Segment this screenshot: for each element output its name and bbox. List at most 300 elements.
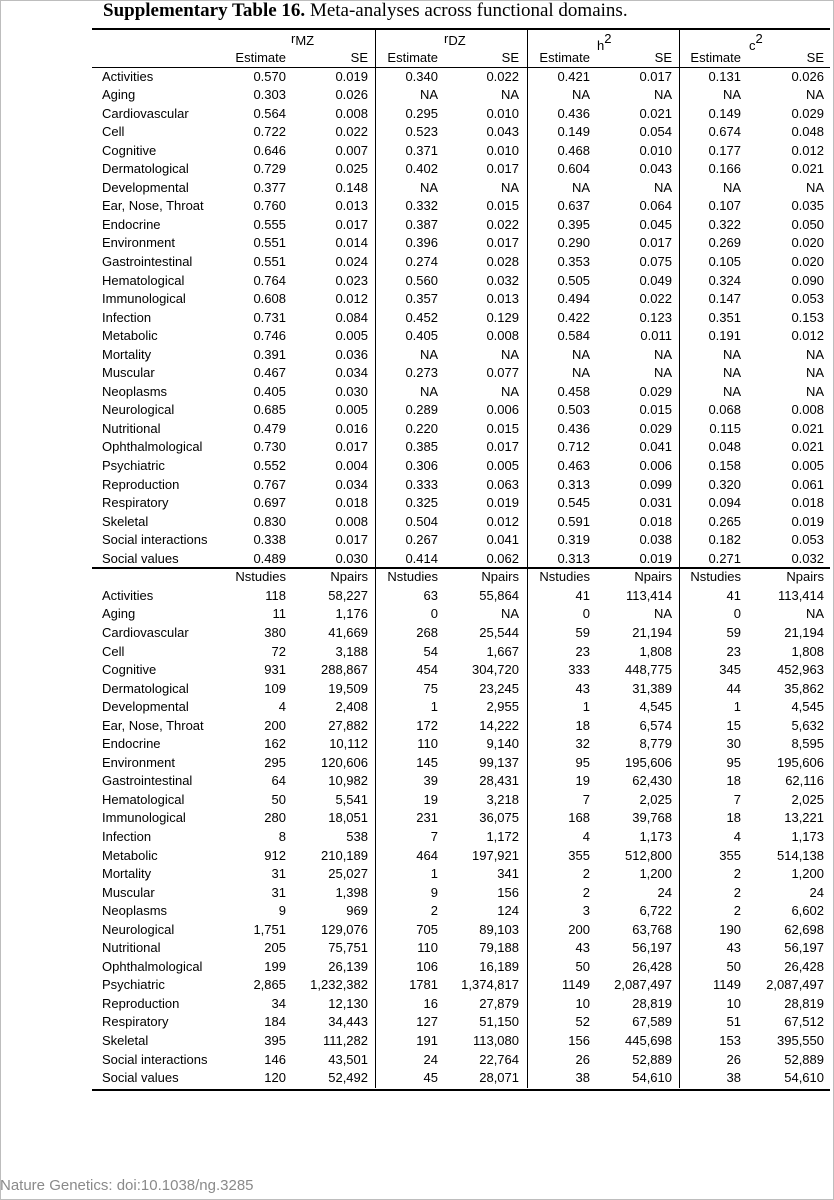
table-cell: 0.436 xyxy=(557,105,590,121)
count-column-header-5: Nstudies xyxy=(539,569,590,585)
table-cell: 6,602 xyxy=(791,903,824,919)
table-cell: 0.019 xyxy=(791,513,824,529)
table-cell: 0.031 xyxy=(639,495,672,511)
estimate-row xyxy=(92,364,830,383)
table-cell: 4,545 xyxy=(791,699,824,715)
table-cell: 0.551 xyxy=(253,254,286,270)
table-cell: 380 xyxy=(264,624,286,640)
table-cell: 0.013 xyxy=(486,291,519,307)
domain-label: Social values xyxy=(102,550,179,566)
table-cell: 304,720 xyxy=(472,662,519,678)
domain-label: Cognitive xyxy=(102,142,157,158)
table-cell: 72 xyxy=(271,643,286,659)
domain-label: Immunological xyxy=(102,810,186,826)
table-cell: 0.422 xyxy=(557,309,590,325)
table-cell: 0.371 xyxy=(405,142,438,158)
table-cell: 0.273 xyxy=(405,365,438,381)
table-cell: 0.149 xyxy=(708,105,741,121)
table-cell: 54 xyxy=(423,643,438,659)
domain-label: Nutritional xyxy=(102,940,161,956)
estimate-row xyxy=(92,476,830,495)
table-cell: 109 xyxy=(264,680,286,696)
table-cell: 0.712 xyxy=(557,439,590,455)
count-row xyxy=(92,828,830,847)
table-cell: 0.731 xyxy=(253,309,286,325)
table-cell: 0.504 xyxy=(405,513,438,529)
table-cell: 0.166 xyxy=(708,161,741,177)
table-cell: 0.012 xyxy=(791,142,824,158)
table-cell: 1,808 xyxy=(639,643,672,659)
column-header-5: Estimate xyxy=(539,50,590,65)
table-cell: 0.008 xyxy=(335,513,368,529)
table-cell: 2,025 xyxy=(791,791,824,807)
table-cell: NA xyxy=(805,346,824,362)
table-cell: 0.760 xyxy=(253,198,286,214)
table-cell: 0.697 xyxy=(253,495,286,511)
table-cell: 0.637 xyxy=(557,198,590,214)
group-rdz-sub: DZ xyxy=(448,33,466,48)
estimate-row xyxy=(92,401,830,420)
table-cell: 4 xyxy=(582,828,590,844)
table-cell: 41 xyxy=(726,587,741,603)
table-cell: 1,200 xyxy=(791,866,824,882)
table-cell: 1,751 xyxy=(253,921,286,937)
table-cell: 3,188 xyxy=(335,643,368,659)
estimate-row xyxy=(92,309,830,328)
estimate-row xyxy=(92,216,830,235)
table-cell: 25,027 xyxy=(328,866,368,882)
table-cell: 156 xyxy=(568,1032,590,1048)
table-cell: 0.467 xyxy=(253,365,286,381)
estimate-row xyxy=(92,513,830,532)
column-header-3: Estimate xyxy=(387,50,438,65)
group-c2-sup: 2 xyxy=(755,31,763,46)
table-cell: 16 xyxy=(423,995,438,1011)
table-cell: 2 xyxy=(733,866,741,882)
table-cell: 0.005 xyxy=(335,328,368,344)
table-title xyxy=(103,0,628,22)
domain-label: Dermatological xyxy=(102,161,189,177)
table-cell: 0.436 xyxy=(557,420,590,436)
table-cell: 0.011 xyxy=(640,328,672,344)
table-cell: 538 xyxy=(346,828,368,844)
table-cell: 912 xyxy=(264,847,286,863)
table-cell: 0.505 xyxy=(557,272,590,288)
table-cell: 63,768 xyxy=(632,921,672,937)
table-cell: 1 xyxy=(582,699,590,715)
table-cell: NA xyxy=(571,365,590,381)
count-row xyxy=(92,921,830,940)
table-cell: 156 xyxy=(497,884,519,900)
table-cell: 4,545 xyxy=(639,699,672,715)
table-cell: 0.064 xyxy=(639,198,672,214)
table-cell: 38 xyxy=(575,1070,590,1086)
domain-label: Nutritional xyxy=(102,420,161,436)
table-cell: 0 xyxy=(733,606,741,622)
domain-label: Infection xyxy=(102,828,152,844)
table-cell: NA xyxy=(571,346,590,362)
table-cell: NA xyxy=(653,346,672,362)
table-cell: 23 xyxy=(726,643,741,659)
table-cell: 1781 xyxy=(409,977,438,993)
table-cell: 2 xyxy=(430,903,438,919)
table-cell: 199 xyxy=(264,958,286,974)
table-cell: 120,606 xyxy=(321,754,368,770)
domain-label: Social interactions xyxy=(102,532,208,548)
table-cell: 0.068 xyxy=(708,402,741,418)
table-cell: 120 xyxy=(264,1070,286,1086)
table-cell: 0.351 xyxy=(708,309,741,325)
table-cell: 1,374,817 xyxy=(461,977,519,993)
table-cell: 0.289 xyxy=(405,402,438,418)
table-cell: 0.021 xyxy=(791,420,824,436)
table-cell: 18 xyxy=(726,810,741,826)
table-cell: 0.730 xyxy=(253,439,286,455)
table-cell: 0.385 xyxy=(405,439,438,455)
count-row xyxy=(92,939,830,958)
table-cell: 0.674 xyxy=(708,124,741,140)
estimate-row xyxy=(92,438,830,457)
table-cell: 195,606 xyxy=(625,754,672,770)
count-column-header-8: Npairs xyxy=(786,569,824,585)
table-cell: 0.032 xyxy=(486,272,519,288)
table-cell: 1,398 xyxy=(335,884,368,900)
table-cell: 0.038 xyxy=(639,532,672,548)
count-row xyxy=(92,1013,830,1032)
domain-label: Psychiatric xyxy=(102,977,165,993)
table-cell: 39,768 xyxy=(632,810,672,826)
table-cell: 58,227 xyxy=(328,587,368,603)
table-cell: 79,188 xyxy=(479,940,519,956)
domain-label: Environment xyxy=(102,754,175,770)
table-cell: 0.005 xyxy=(335,402,368,418)
table-cell: 41 xyxy=(575,587,590,603)
table-cell: 0.015 xyxy=(639,402,672,418)
table-cell: 464 xyxy=(416,847,438,863)
table-cell: 0.722 xyxy=(253,124,286,140)
table-cell: 0.313 xyxy=(557,476,590,492)
count-row xyxy=(92,809,830,828)
table-cell: 35,862 xyxy=(784,680,824,696)
table-cell: 0.075 xyxy=(639,254,672,270)
table-cell: 1,808 xyxy=(791,643,824,659)
table-cell: 2,955 xyxy=(486,699,519,715)
table-cell: 113,414 xyxy=(625,587,672,603)
table-cell: 162 xyxy=(264,736,286,752)
table-cell: 0.570 xyxy=(253,68,286,84)
table-cell: 0.028 xyxy=(486,254,519,270)
table-cell: 0.646 xyxy=(253,142,286,158)
table-cell: 24 xyxy=(809,884,824,900)
table-cell: NA xyxy=(571,179,590,195)
table-cell: 0.458 xyxy=(557,383,590,399)
column-header-7: Estimate xyxy=(690,50,741,65)
table-cell: 205 xyxy=(264,940,286,956)
table-cell: 0.391 xyxy=(253,346,286,362)
table-cell: 0.017 xyxy=(639,68,672,84)
count-row xyxy=(92,1069,830,1088)
table-cell: 0.115 xyxy=(709,420,741,436)
table-cell: 7 xyxy=(733,791,741,807)
table-cell: 124 xyxy=(497,903,519,919)
table-cell: 0.018 xyxy=(639,513,672,529)
table-cell: 129,076 xyxy=(321,921,368,937)
table-cell: 0.338 xyxy=(253,532,286,548)
table-cell: 0.041 xyxy=(486,532,519,548)
table-cell: 32 xyxy=(575,736,590,752)
table-cell: 0.034 xyxy=(335,476,368,492)
table-cell: 43 xyxy=(575,940,590,956)
table-cell: 43 xyxy=(575,680,590,696)
domain-label: Reproduction xyxy=(102,995,180,1011)
domain-label: Respiratory xyxy=(102,495,169,511)
estimate-row xyxy=(92,420,830,439)
table-cell: 0.019 xyxy=(486,495,519,511)
table-cell: 127 xyxy=(416,1014,438,1030)
table-cell: 50 xyxy=(575,958,590,974)
count-row xyxy=(92,865,830,884)
table-cell: 63 xyxy=(423,587,438,603)
table-cell: 10,982 xyxy=(328,773,368,789)
table-cell: 18 xyxy=(726,773,741,789)
table-cell: 28,819 xyxy=(784,995,824,1011)
table-cell: 0.387 xyxy=(405,216,438,232)
table-cell: NA xyxy=(653,365,672,381)
table-cell: 43,501 xyxy=(328,1051,368,1067)
table-cell: 0.479 xyxy=(253,420,286,436)
count-row xyxy=(92,587,830,606)
table-cell: 231 xyxy=(416,810,438,826)
table-cell: 0.295 xyxy=(405,105,438,121)
table-cell: 0.099 xyxy=(639,476,672,492)
table-cell: 43 xyxy=(726,940,741,956)
domain-label: Hematological xyxy=(102,272,185,288)
table-cell: 0.029 xyxy=(639,420,672,436)
counts-section xyxy=(92,587,830,1088)
table-cell: 0.319 xyxy=(557,532,590,548)
column-group-divider xyxy=(679,28,680,1088)
table-cell: 514,138 xyxy=(777,847,824,863)
table-cell: NA xyxy=(722,346,741,362)
table-cell: 15 xyxy=(726,717,741,733)
count-row xyxy=(92,1051,830,1070)
table-cell: 56,197 xyxy=(784,940,824,956)
table-cell: NA xyxy=(571,87,590,103)
table-cell: 0.049 xyxy=(639,272,672,288)
table-cell: 62,430 xyxy=(632,773,672,789)
table-cell: 52 xyxy=(575,1014,590,1030)
table-cell: 0.016 xyxy=(335,420,368,436)
table-cell: 445,698 xyxy=(625,1032,672,1048)
count-row xyxy=(92,698,830,717)
column-header-1: Estimate xyxy=(235,50,286,65)
table-cell: 52,889 xyxy=(632,1051,672,1067)
table-cell: 0.012 xyxy=(335,291,368,307)
count-column-header-1: Nstudies xyxy=(235,569,286,585)
count-row xyxy=(92,661,830,680)
table-cell: 0.061 xyxy=(791,476,824,492)
table-cell: 333 xyxy=(568,662,590,678)
table-cell: 9 xyxy=(430,884,438,900)
domain-label: Hematological xyxy=(102,791,185,807)
table-cell: 0.584 xyxy=(557,328,590,344)
table-cell: 1149 xyxy=(713,977,741,993)
table-cell: 26,428 xyxy=(632,958,672,974)
table-cell: 0.555 xyxy=(253,216,286,232)
table-cell: 25,544 xyxy=(479,624,519,640)
table-cell: 0.017 xyxy=(639,235,672,251)
count-row xyxy=(92,624,830,643)
count-row xyxy=(92,717,830,736)
table-cell: 0.017 xyxy=(335,439,368,455)
group-h2-letter: h xyxy=(597,38,605,53)
table-cell: 0.008 xyxy=(335,105,368,121)
table-cell: 0.022 xyxy=(486,216,519,232)
table-cell: 0.018 xyxy=(791,495,824,511)
table-cell: 0.290 xyxy=(557,235,590,251)
table-cell: NA xyxy=(500,606,519,622)
table-cell: NA xyxy=(722,365,741,381)
table-cell: 0.177 xyxy=(708,142,741,158)
table-cell: 22,764 xyxy=(479,1051,519,1067)
estimate-row xyxy=(92,327,830,346)
table-cell: 0.608 xyxy=(253,291,286,307)
table-cell: 295 xyxy=(264,754,286,770)
table-cell: 3 xyxy=(582,903,590,919)
table-cell: NA xyxy=(500,87,519,103)
table-cell: 0.043 xyxy=(486,124,519,140)
table-cell: 0.012 xyxy=(791,328,824,344)
estimate-row xyxy=(92,86,830,105)
table-cell: 2,025 xyxy=(639,791,672,807)
table-cell: 8,595 xyxy=(791,736,824,752)
table-cell: 2 xyxy=(582,884,590,900)
group-header-row xyxy=(92,28,830,53)
table-cell: 1,176 xyxy=(335,606,368,622)
table-cell: 0.306 xyxy=(405,458,438,474)
domain-label: Muscular xyxy=(102,884,155,900)
table-cell: 31 xyxy=(271,866,286,882)
group-rdz xyxy=(444,30,466,51)
table-cell: 1 xyxy=(430,866,438,882)
table-cell: 52,889 xyxy=(784,1051,824,1067)
table-cell: 355 xyxy=(719,847,741,863)
table-cell: 21,194 xyxy=(784,624,824,640)
table-cell: 153 xyxy=(719,1032,741,1048)
table-cell: 0.494 xyxy=(557,291,590,307)
count-row xyxy=(92,680,830,699)
count-row xyxy=(92,772,830,791)
table-cell: 16,189 xyxy=(479,958,519,974)
group-rmz xyxy=(291,30,314,51)
table-cell: 39 xyxy=(423,773,438,789)
table-cell: 0.017 xyxy=(335,532,368,548)
table-cell: 26,428 xyxy=(784,958,824,974)
table-cell: 75 xyxy=(423,680,438,696)
table-cell: 0.340 xyxy=(405,68,438,84)
table-cell: 64 xyxy=(271,773,286,789)
count-row xyxy=(92,754,830,773)
count-row xyxy=(92,847,830,866)
estimate-row xyxy=(92,290,830,309)
table-bottom-rule xyxy=(92,1089,830,1091)
table-cell: 95 xyxy=(726,754,741,770)
table-cell: 0.090 xyxy=(791,272,824,288)
table-cell: 0.452 xyxy=(405,309,438,325)
table-cell: 95 xyxy=(575,754,590,770)
table-cell: 0.421 xyxy=(557,68,590,84)
table-cell: 280 xyxy=(264,810,286,826)
table-cell: 44 xyxy=(726,680,741,696)
column-group-divider xyxy=(375,28,376,1088)
table-cell: 1,173 xyxy=(791,828,824,844)
table-cell: 0.007 xyxy=(335,142,368,158)
estimate-row xyxy=(92,234,830,253)
table-cell: 0.019 xyxy=(335,68,368,84)
table-cell: 0.395 xyxy=(557,216,590,232)
table-cell: 8,779 xyxy=(639,736,672,752)
domain-label: Neurological xyxy=(102,921,175,937)
table-cell: 0.313 xyxy=(557,550,590,566)
table-cell: 395 xyxy=(264,1032,286,1048)
table-cell: 0.022 xyxy=(639,291,672,307)
table-cell: 0.604 xyxy=(557,161,590,177)
table-cell: 51,150 xyxy=(479,1014,519,1030)
group-rmz-sub: MZ xyxy=(295,33,315,48)
table-cell: 11 xyxy=(272,606,286,622)
table-cell: 1,172 xyxy=(486,828,519,844)
table-cell: NA xyxy=(500,346,519,362)
table-cell: 34 xyxy=(271,995,286,1011)
table-cell: 4 xyxy=(733,828,741,844)
table-cell: 55,864 xyxy=(479,587,519,603)
domain-label: Metabolic xyxy=(102,328,158,344)
table-cell: 931 xyxy=(264,662,286,678)
estimate-row xyxy=(92,457,830,476)
table-cell: 0.015 xyxy=(486,198,519,214)
table-cell: 19 xyxy=(423,791,438,807)
table-cell: 0.405 xyxy=(405,328,438,344)
table-cell: 0.182 xyxy=(708,532,741,548)
table-cell: 10 xyxy=(726,995,741,1011)
table-cell: 0.029 xyxy=(639,383,672,399)
table-cell: 0.025 xyxy=(335,161,368,177)
table-cell: 0.105 xyxy=(708,254,741,270)
table-cell: 23 xyxy=(575,643,590,659)
table-cell: 6,574 xyxy=(639,717,672,733)
table-cell: 200 xyxy=(568,921,590,937)
table-cell: 1,232,382 xyxy=(310,977,368,993)
table-cell: 28,819 xyxy=(632,995,672,1011)
count-row xyxy=(92,643,830,662)
table-cell: 0.685 xyxy=(253,402,286,418)
table-cell: 0.332 xyxy=(405,198,438,214)
table-cell: 0.123 xyxy=(639,309,672,325)
table-cell: 341 xyxy=(497,866,519,882)
table-cell: 26,139 xyxy=(328,958,368,974)
table-cell: 1,667 xyxy=(486,643,519,659)
group-rdz-letter: r xyxy=(444,31,449,46)
estimate-row xyxy=(92,383,830,402)
table-cell: 0.026 xyxy=(791,68,824,84)
table-cell: 0.402 xyxy=(405,161,438,177)
table-cell: NA xyxy=(653,87,672,103)
table-cell: 0.489 xyxy=(253,550,286,566)
table-cell: NA xyxy=(722,179,741,195)
table-cell: 0.147 xyxy=(708,291,741,307)
table-cell: 23,245 xyxy=(479,680,519,696)
table-cell: 28,431 xyxy=(479,773,519,789)
